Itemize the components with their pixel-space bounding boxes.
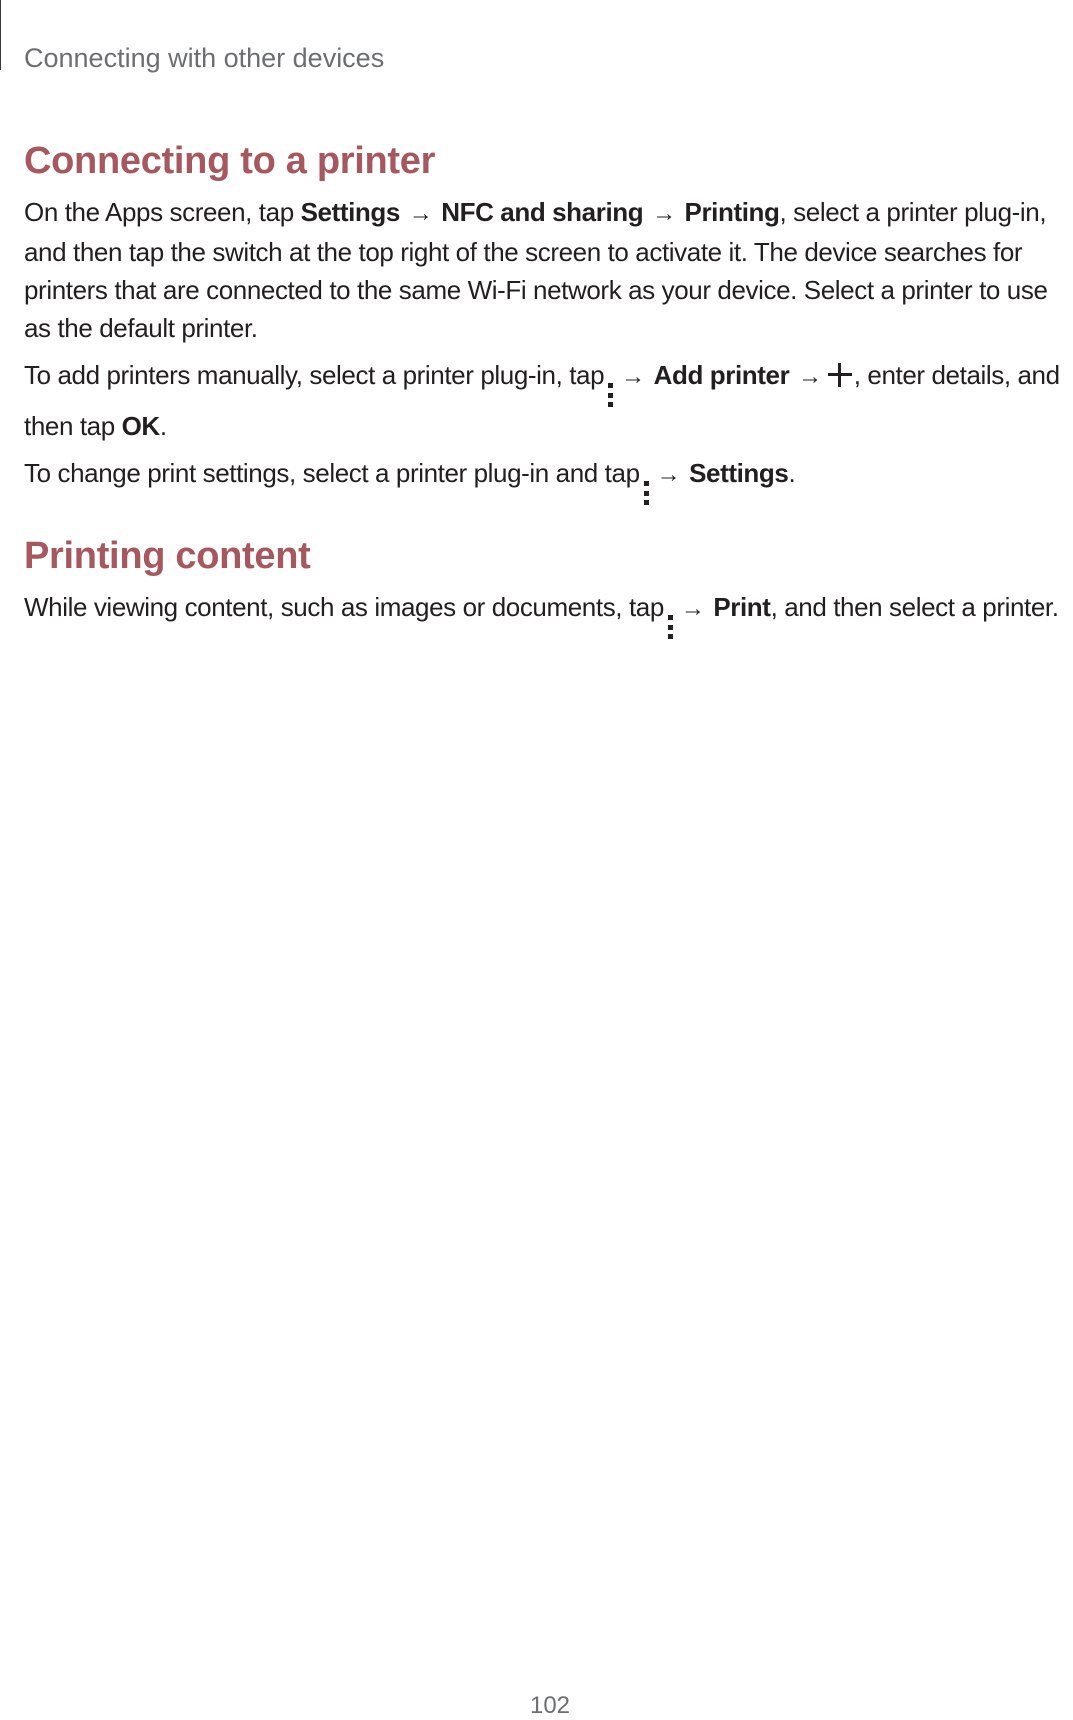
more-options-icon	[608, 383, 614, 407]
more-options-icon	[644, 481, 650, 505]
term-printing: Printing	[684, 197, 780, 227]
term-add-printer: Add printer	[653, 360, 790, 390]
arrow-icon: →	[408, 200, 433, 227]
arrow-icon: →	[680, 595, 705, 622]
section-title-printing-content: Printing content	[24, 535, 311, 577]
term-settings: Settings	[300, 197, 400, 227]
page-content	[24, 140, 1069, 648]
arrow-icon: →	[621, 363, 645, 390]
arrow-icon: →	[656, 461, 681, 488]
paragraph-printing-content: While viewing content, such as images or documents, tap → Print, and then select a printer.	[24, 588, 1069, 639]
paragraph-add-printer: To add printers manually, select a printer plug-in, tap → Add printer → , enter details, and then tap OK.	[24, 360, 1060, 441]
page-number: 102	[529, 1692, 571, 1719]
running-head: Connecting with other devices	[24, 43, 385, 73]
arrow-icon: →	[652, 200, 676, 227]
term-ok: OK	[121, 411, 160, 441]
more-options-icon	[668, 615, 674, 639]
paragraph-print-settings: To change print settings, select a printer plug-in and tap → Settings.	[24, 454, 1069, 505]
margin-rule	[0, 0, 1, 70]
arrow-icon: →	[798, 363, 822, 390]
term-settings: Settings	[689, 458, 789, 488]
term-nfc-and-sharing: NFC and sharing	[441, 197, 644, 227]
plus-icon	[828, 363, 852, 387]
paragraph-setup: On the Apps screen, tap Settings → NFC and sharing → Printing, select a printer plug-in, and then tap the switch at the top right of the screen to activate it. The device searches for printers that are connected to the same Wi-Fi network as your device. Select a printer to use as the default printer.	[24, 197, 1048, 343]
section-title-connecting-printer: Connecting to a printer	[24, 140, 436, 182]
term-print: Print	[713, 592, 771, 622]
